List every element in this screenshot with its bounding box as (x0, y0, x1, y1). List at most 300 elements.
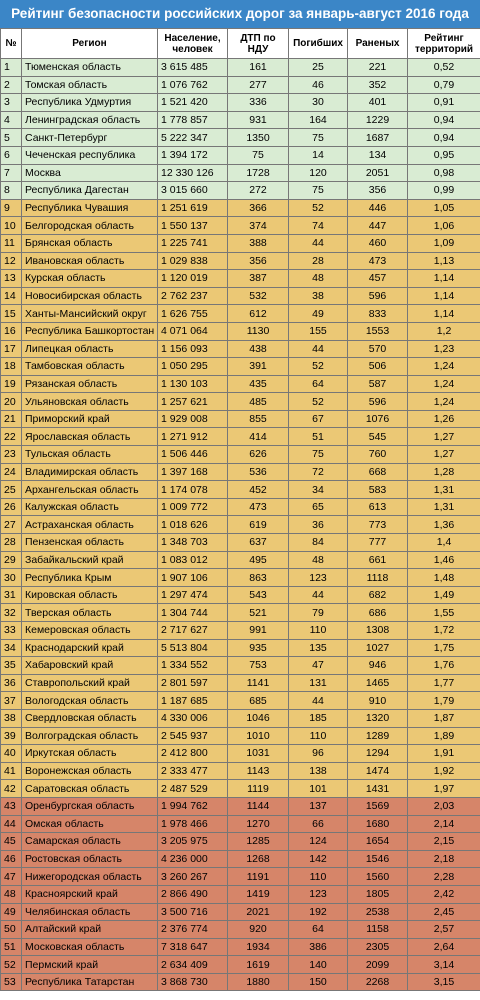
cell-rating: 0,98 (408, 164, 480, 182)
cell-dtp: 75 (228, 146, 289, 164)
cell-population: 4 236 000 (158, 850, 228, 868)
table-row (1, 674, 480, 692)
cell-num: 30 (1, 569, 22, 587)
cell-rating: 1,75 (408, 639, 480, 657)
cell-population: 1 271 912 (158, 428, 228, 446)
cell-rating: 1,14 (408, 305, 480, 323)
cell-num: 35 (1, 657, 22, 675)
cell-dtp: 387 (228, 270, 289, 288)
cell-injured: 910 (348, 692, 408, 710)
cell-rating: 1,4 (408, 534, 480, 552)
cell-dtp: 536 (228, 463, 289, 481)
cell-region: Ульяновская область (22, 393, 158, 411)
cell-population: 7 318 647 (158, 938, 228, 956)
cell-dtp: 414 (228, 428, 289, 446)
table-row (1, 428, 480, 446)
cell-rating: 1,46 (408, 551, 480, 569)
cell-dtp: 1350 (228, 129, 289, 147)
cell-num: 8 (1, 182, 22, 200)
cell-population: 2 801 597 (158, 674, 228, 692)
cell-region: Ивановская область (22, 252, 158, 270)
cell-rating: 1,48 (408, 569, 480, 587)
table-row (1, 199, 480, 217)
cell-population: 1 257 621 (158, 393, 228, 411)
cell-region: Нижегородская область (22, 868, 158, 886)
cell-dtp: 612 (228, 305, 289, 323)
cell-injured: 1546 (348, 850, 408, 868)
page-title: Рейтинг безопасности российских дорог за январь-август 2016 года (0, 0, 480, 28)
cell-killed: 150 (289, 973, 348, 991)
cell-population: 1 626 755 (158, 305, 228, 323)
cell-num: 28 (1, 534, 22, 552)
cell-population: 1 251 619 (158, 199, 228, 217)
cell-rating: 1,91 (408, 745, 480, 763)
cell-num: 25 (1, 481, 22, 499)
cell-dtp: 452 (228, 481, 289, 499)
cell-region: Рязанская область (22, 375, 158, 393)
cell-region: Белгородская область (22, 217, 158, 235)
cell-injured: 668 (348, 463, 408, 481)
cell-killed: 110 (289, 868, 348, 886)
cell-dtp: 1144 (228, 797, 289, 815)
cell-num: 20 (1, 393, 22, 411)
cell-killed: 75 (289, 446, 348, 464)
cell-injured: 506 (348, 358, 408, 376)
cell-population: 2 412 800 (158, 745, 228, 763)
table-row (1, 287, 480, 305)
cell-region: Тамбовская область (22, 358, 158, 376)
cell-rating: 1,24 (408, 375, 480, 393)
cell-killed: 110 (289, 622, 348, 640)
cell-num: 5 (1, 129, 22, 147)
cell-population: 5 513 804 (158, 639, 228, 657)
cell-killed: 44 (289, 586, 348, 604)
cell-killed: 34 (289, 481, 348, 499)
cell-dtp: 532 (228, 287, 289, 305)
cell-region: Брянская область (22, 234, 158, 252)
cell-population: 1 130 103 (158, 375, 228, 393)
cell-rating: 1,77 (408, 674, 480, 692)
cell-injured: 545 (348, 428, 408, 446)
cell-region: Томская область (22, 76, 158, 94)
cell-num: 31 (1, 586, 22, 604)
cell-num: 23 (1, 446, 22, 464)
cell-population: 4 071 064 (158, 322, 228, 340)
cell-region: Архангельская область (22, 481, 158, 499)
cell-injured: 1654 (348, 833, 408, 851)
cell-injured: 773 (348, 516, 408, 534)
cell-num: 6 (1, 146, 22, 164)
cell-killed: 14 (289, 146, 348, 164)
cell-rating: 1,87 (408, 709, 480, 727)
cell-rating: 0,94 (408, 111, 480, 129)
cell-num: 10 (1, 217, 22, 235)
cell-population: 1 994 762 (158, 797, 228, 815)
cell-killed: 52 (289, 199, 348, 217)
table-row (1, 410, 480, 428)
cell-num: 41 (1, 762, 22, 780)
cell-population: 12 330 126 (158, 164, 228, 182)
table-row (1, 322, 480, 340)
cell-region: Оренбургская область (22, 797, 158, 815)
cell-region: Ханты-Мансийский округ (22, 305, 158, 323)
cell-region: Краснодарский край (22, 639, 158, 657)
cell-rating: 1,05 (408, 199, 480, 217)
cell-rating: 1,31 (408, 498, 480, 516)
cell-region: Воронежская область (22, 762, 158, 780)
header-rating: Рейтинг территорий (408, 29, 480, 59)
table-row (1, 481, 480, 499)
cell-dtp: 356 (228, 252, 289, 270)
cell-rating: 1,89 (408, 727, 480, 745)
cell-num: 13 (1, 270, 22, 288)
cell-region: Тюменская область (22, 59, 158, 77)
cell-num: 51 (1, 938, 22, 956)
cell-injured: 352 (348, 76, 408, 94)
cell-region: Санкт-Петербург (22, 129, 158, 147)
cell-num: 1 (1, 59, 22, 77)
cell-dtp: 277 (228, 76, 289, 94)
cell-dtp: 1419 (228, 885, 289, 903)
table-row (1, 182, 480, 200)
cell-injured: 134 (348, 146, 408, 164)
cell-killed: 44 (289, 234, 348, 252)
cell-rating: 1,14 (408, 270, 480, 288)
cell-killed: 131 (289, 674, 348, 692)
cell-num: 43 (1, 797, 22, 815)
cell-population: 2 866 490 (158, 885, 228, 903)
cell-killed: 138 (289, 762, 348, 780)
cell-dtp: 521 (228, 604, 289, 622)
cell-injured: 1320 (348, 709, 408, 727)
cell-num: 29 (1, 551, 22, 569)
cell-injured: 1294 (348, 745, 408, 763)
cell-rating: 1,13 (408, 252, 480, 270)
header-num: № (1, 29, 22, 59)
cell-region: Пензенская область (22, 534, 158, 552)
cell-injured: 596 (348, 393, 408, 411)
header-injured: Раненых (348, 29, 408, 59)
cell-region: Алтайский край (22, 921, 158, 939)
cell-dtp: 1285 (228, 833, 289, 851)
cell-dtp: 619 (228, 516, 289, 534)
cell-injured: 2305 (348, 938, 408, 956)
cell-rating: 3,15 (408, 973, 480, 991)
cell-dtp: 485 (228, 393, 289, 411)
cell-region: Астраханская область (22, 516, 158, 534)
cell-injured: 356 (348, 182, 408, 200)
cell-region: Республика Башкортостан (22, 322, 158, 340)
cell-killed: 25 (289, 59, 348, 77)
cell-region: Иркутская область (22, 745, 158, 763)
cell-num: 22 (1, 428, 22, 446)
cell-injured: 682 (348, 586, 408, 604)
cell-population: 3 015 660 (158, 182, 228, 200)
cell-dtp: 272 (228, 182, 289, 200)
cell-num: 44 (1, 815, 22, 833)
cell-injured: 2099 (348, 956, 408, 974)
cell-region: Красноярский край (22, 885, 158, 903)
table-row (1, 76, 480, 94)
cell-num: 7 (1, 164, 22, 182)
cell-injured: 596 (348, 287, 408, 305)
cell-population: 1 050 295 (158, 358, 228, 376)
cell-injured: 1229 (348, 111, 408, 129)
cell-population: 1 929 008 (158, 410, 228, 428)
cell-population: 1 083 012 (158, 551, 228, 569)
cell-rating: 2,64 (408, 938, 480, 956)
cell-dtp: 1143 (228, 762, 289, 780)
cell-injured: 1680 (348, 815, 408, 833)
cell-injured: 1118 (348, 569, 408, 587)
rating-table (0, 28, 480, 991)
table-row (1, 393, 480, 411)
cell-region: Липецкая область (22, 340, 158, 358)
cell-dtp: 366 (228, 199, 289, 217)
cell-rating: 3,14 (408, 956, 480, 974)
cell-dtp: 1619 (228, 956, 289, 974)
cell-region: Приморский край (22, 410, 158, 428)
cell-dtp: 753 (228, 657, 289, 675)
cell-injured: 760 (348, 446, 408, 464)
table-row (1, 164, 480, 182)
cell-population: 3 205 975 (158, 833, 228, 851)
cell-injured: 2268 (348, 973, 408, 991)
cell-dtp: 626 (228, 446, 289, 464)
cell-rating: 1,76 (408, 657, 480, 675)
table-row (1, 850, 480, 868)
cell-killed: 75 (289, 129, 348, 147)
cell-num: 37 (1, 692, 22, 710)
table-row (1, 270, 480, 288)
table-row (1, 604, 480, 622)
cell-injured: 946 (348, 657, 408, 675)
cell-num: 53 (1, 973, 22, 991)
cell-rating: 1,27 (408, 428, 480, 446)
table-row (1, 833, 480, 851)
cell-killed: 185 (289, 709, 348, 727)
cell-num: 21 (1, 410, 22, 428)
cell-rating: 0,52 (408, 59, 480, 77)
cell-dtp: 637 (228, 534, 289, 552)
cell-population: 3 260 267 (158, 868, 228, 886)
cell-dtp: 855 (228, 410, 289, 428)
cell-dtp: 2021 (228, 903, 289, 921)
cell-killed: 38 (289, 287, 348, 305)
cell-rating: 2,42 (408, 885, 480, 903)
table-row (1, 358, 480, 376)
table-row (1, 551, 480, 569)
cell-dtp: 1141 (228, 674, 289, 692)
table-row (1, 780, 480, 798)
cell-killed: 155 (289, 322, 348, 340)
cell-num: 14 (1, 287, 22, 305)
cell-injured: 1289 (348, 727, 408, 745)
cell-num: 32 (1, 604, 22, 622)
cell-population: 1 156 093 (158, 340, 228, 358)
cell-dtp: 931 (228, 111, 289, 129)
cell-region: Ярославская область (22, 428, 158, 446)
cell-region: Хабаровский край (22, 657, 158, 675)
cell-dtp: 685 (228, 692, 289, 710)
cell-num: 39 (1, 727, 22, 745)
cell-region: Кировская область (22, 586, 158, 604)
cell-population: 1 907 106 (158, 569, 228, 587)
cell-rating: 1,72 (408, 622, 480, 640)
table-row (1, 59, 480, 77)
cell-num: 2 (1, 76, 22, 94)
cell-dtp: 374 (228, 217, 289, 235)
cell-region: Пермский край (22, 956, 158, 974)
cell-num: 48 (1, 885, 22, 903)
cell-rating: 1,97 (408, 780, 480, 798)
table-row (1, 217, 480, 235)
cell-rating: 0,99 (408, 182, 480, 200)
cell-dtp: 473 (228, 498, 289, 516)
table-row (1, 657, 480, 675)
cell-killed: 164 (289, 111, 348, 129)
cell-killed: 135 (289, 639, 348, 657)
table-row (1, 938, 480, 956)
cell-rating: 2,28 (408, 868, 480, 886)
cell-injured: 457 (348, 270, 408, 288)
cell-killed: 123 (289, 569, 348, 587)
cell-killed: 52 (289, 393, 348, 411)
table-row (1, 639, 480, 657)
cell-killed: 96 (289, 745, 348, 763)
cell-rating: 2,57 (408, 921, 480, 939)
cell-dtp: 1046 (228, 709, 289, 727)
cell-population: 1 009 772 (158, 498, 228, 516)
cell-dtp: 1268 (228, 850, 289, 868)
cell-num: 46 (1, 850, 22, 868)
table-row (1, 305, 480, 323)
cell-injured: 1687 (348, 129, 408, 147)
cell-region: Чеченская республика (22, 146, 158, 164)
table-row (1, 516, 480, 534)
cell-dtp: 1010 (228, 727, 289, 745)
cell-injured: 1158 (348, 921, 408, 939)
table-row (1, 252, 480, 270)
cell-num: 24 (1, 463, 22, 481)
header-dtp: ДТП по НДУ (228, 29, 289, 59)
cell-population: 1 304 744 (158, 604, 228, 622)
cell-num: 52 (1, 956, 22, 974)
cell-rating: 1,28 (408, 463, 480, 481)
cell-population: 1 076 762 (158, 76, 228, 94)
cell-rating: 1,92 (408, 762, 480, 780)
cell-region: Республика Удмуртия (22, 94, 158, 112)
cell-rating: 1,23 (408, 340, 480, 358)
cell-killed: 386 (289, 938, 348, 956)
cell-region: Тульская область (22, 446, 158, 464)
cell-killed: 47 (289, 657, 348, 675)
cell-dtp: 435 (228, 375, 289, 393)
cell-population: 1 297 474 (158, 586, 228, 604)
cell-killed: 36 (289, 516, 348, 534)
cell-injured: 1027 (348, 639, 408, 657)
cell-rating: 2,03 (408, 797, 480, 815)
cell-rating: 1,31 (408, 481, 480, 499)
cell-region: Ленинградская область (22, 111, 158, 129)
cell-rating: 1,14 (408, 287, 480, 305)
cell-region: Новосибирская область (22, 287, 158, 305)
cell-killed: 64 (289, 375, 348, 393)
cell-dtp: 863 (228, 569, 289, 587)
cell-injured: 2051 (348, 164, 408, 182)
cell-rating: 2,15 (408, 833, 480, 851)
cell-killed: 48 (289, 270, 348, 288)
cell-population: 1 506 446 (158, 446, 228, 464)
cell-killed: 46 (289, 76, 348, 94)
cell-num: 42 (1, 780, 22, 798)
table-row (1, 146, 480, 164)
cell-dtp: 1934 (228, 938, 289, 956)
cell-dtp: 161 (228, 59, 289, 77)
cell-population: 2 487 529 (158, 780, 228, 798)
cell-rating: 1,24 (408, 393, 480, 411)
cell-killed: 192 (289, 903, 348, 921)
cell-killed: 30 (289, 94, 348, 112)
cell-num: 16 (1, 322, 22, 340)
cell-injured: 473 (348, 252, 408, 270)
cell-rating: 0,94 (408, 129, 480, 147)
cell-killed: 74 (289, 217, 348, 235)
cell-population: 4 330 006 (158, 709, 228, 727)
table-row (1, 129, 480, 147)
table-row (1, 921, 480, 939)
cell-injured: 1553 (348, 322, 408, 340)
cell-region: Вологодская область (22, 692, 158, 710)
cell-injured: 447 (348, 217, 408, 235)
cell-population: 1 978 466 (158, 815, 228, 833)
cell-population: 1 394 172 (158, 146, 228, 164)
cell-injured: 1431 (348, 780, 408, 798)
cell-num: 19 (1, 375, 22, 393)
cell-injured: 446 (348, 199, 408, 217)
cell-population: 1 521 420 (158, 94, 228, 112)
cell-dtp: 991 (228, 622, 289, 640)
cell-num: 38 (1, 709, 22, 727)
cell-killed: 64 (289, 921, 348, 939)
cell-dtp: 935 (228, 639, 289, 657)
cell-injured: 460 (348, 234, 408, 252)
cell-region: Ростовская область (22, 850, 158, 868)
table-header-row (1, 29, 480, 59)
cell-killed: 44 (289, 340, 348, 358)
cell-num: 49 (1, 903, 22, 921)
cell-num: 34 (1, 639, 22, 657)
cell-dtp: 495 (228, 551, 289, 569)
table-row (1, 446, 480, 464)
cell-num: 33 (1, 622, 22, 640)
cell-injured: 1308 (348, 622, 408, 640)
cell-rating: 1,79 (408, 692, 480, 710)
cell-rating: 2,18 (408, 850, 480, 868)
cell-region: Кемеровская область (22, 622, 158, 640)
cell-region: Республика Чувашия (22, 199, 158, 217)
table-row (1, 885, 480, 903)
cell-dtp: 1130 (228, 322, 289, 340)
cell-population: 3 868 730 (158, 973, 228, 991)
cell-dtp: 1728 (228, 164, 289, 182)
cell-population: 1 778 857 (158, 111, 228, 129)
cell-region: Саратовская область (22, 780, 158, 798)
header-region: Регион (22, 29, 158, 59)
cell-rating: 1,06 (408, 217, 480, 235)
cell-rating: 1,49 (408, 586, 480, 604)
cell-num: 17 (1, 340, 22, 358)
